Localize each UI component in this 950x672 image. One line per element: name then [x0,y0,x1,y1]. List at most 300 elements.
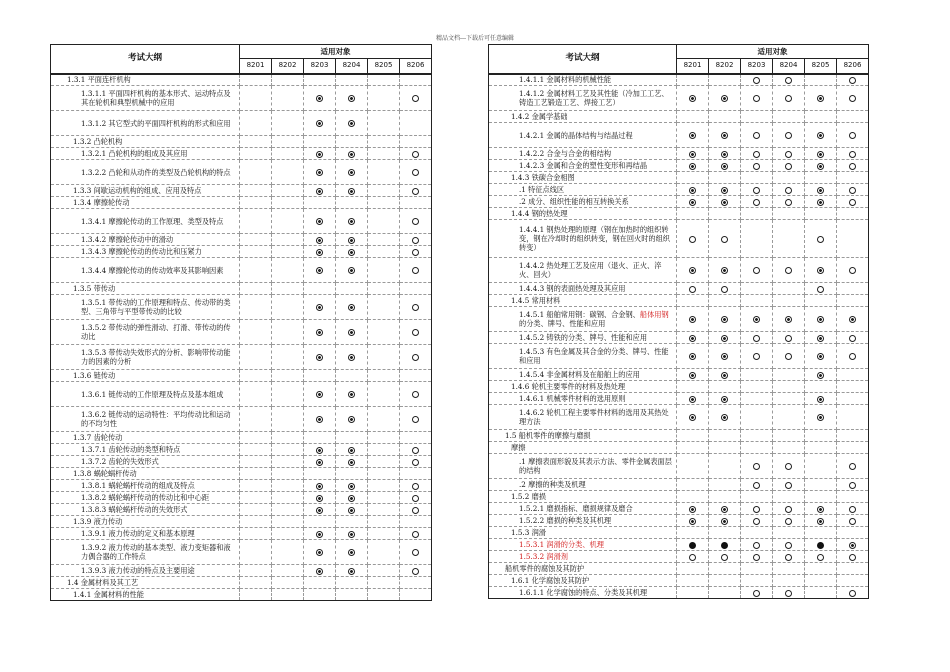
double-circle-mark [817,267,824,274]
applicability-cell-8201 [240,492,272,504]
applicability-cell-8202 [272,492,304,504]
applicability-cell-8203 [304,74,336,86]
outline-item: 1.3.5.1 带传动的工作原理和特点、传动带的类型、三角带与平型带传动的比较 [51,295,240,320]
applicability-cell-8206 [400,246,432,258]
applicability-cell-8206 [400,197,432,209]
table-row [489,527,869,539]
applicability-cell-8204 [773,283,805,295]
double-circle-mark [316,304,323,311]
applicability-cell-8205 [368,370,400,382]
table-row [489,587,869,599]
applicability-cell-8206 [837,369,869,381]
table-row [51,283,432,295]
applicability-cell-8206 [837,196,869,208]
circle-mark [849,482,856,489]
applicability-cell-8202 [272,246,304,258]
applicability-cell-8202 [272,456,304,468]
applicability-cell-8205 [368,456,400,468]
outline-item: .2 成分、组织性能的相互转换关系 [489,196,677,208]
outline-item: 1.4.5.3 有色金属及其合金的分类、牌号、性能和应用 [489,344,677,369]
applicability-cell-8204 [773,184,805,196]
applicability-cell-8206 [837,551,869,563]
outline-item: 1.3.2.2 凸轮和从动件的类型及凸轮机构的特点 [51,160,240,185]
circle-mark [785,187,792,194]
syllabus-table-left [50,44,432,601]
applicability-cell-8202 [709,208,741,220]
applicability-cell-8203 [741,454,773,479]
table-row [489,503,869,515]
applicability-cell-8203 [741,172,773,184]
circle-mark [412,391,419,398]
circle-mark [817,236,824,243]
applicability-cell-8201 [240,456,272,468]
applicability-cell-8204 [336,382,368,407]
applicability-cell-8202 [709,307,741,332]
applicability-cell-8202 [709,196,741,208]
table-row [489,539,869,551]
applicability-cell-8205 [368,565,400,577]
circle-mark [849,506,856,513]
applicability-cell-8202 [272,444,304,456]
applicability-cell-8203 [741,307,773,332]
circle-mark [785,542,792,549]
applicability-cell-8206 [400,345,432,370]
table-row [489,196,869,208]
applicability-cell-8205 [805,575,837,587]
table-row [51,492,432,504]
applicability-cell-8203 [304,492,336,504]
table-row [489,332,869,344]
double-circle-mark [721,267,728,274]
applicability-cell-8203 [304,516,336,528]
applicability-cell-8203 [741,381,773,393]
double-circle-mark [689,95,696,102]
circle-mark [412,237,419,244]
applicability-cell-8201 [240,504,272,516]
applicability-cell-8206 [837,74,869,86]
applicability-cell-8203 [304,185,336,197]
applicability-cell-8205 [805,307,837,332]
applicability-cell-8204 [773,196,805,208]
applicability-cell-8203 [741,551,773,563]
applicability-cell-8201 [240,185,272,197]
applicability-cell-8203 [304,382,336,407]
outline-item: 1.3.6.2 链传动的运动特性：平均传动比和运动的不均匀性 [51,407,240,432]
applicability-cell-8206 [400,160,432,185]
applicability-cell-8206 [400,504,432,516]
applicability-cell-8204 [336,74,368,86]
applicability-cell-8204 [336,234,368,246]
applicability-cell-8206 [400,577,432,589]
table-row [51,540,432,565]
table-row [489,344,869,369]
applicability-cell-8203 [304,246,336,258]
outline-item: 1.5.2 磨损 [489,491,677,503]
applicability-cell-8206 [400,209,432,234]
table-row [489,74,869,86]
applicability-cell-8204 [773,369,805,381]
table-row [51,148,432,160]
applicability-cell-8202 [709,258,741,283]
double-circle-mark [348,188,355,195]
applicability-cell-8206 [837,160,869,172]
applicability-cell-8206 [400,565,432,577]
applicability-cell-8205 [368,258,400,283]
double-circle-mark [721,372,728,379]
double-circle-mark [689,414,696,421]
table-row [489,208,869,220]
applicability-cell-8205 [805,172,837,184]
applicability-cell-8206 [400,407,432,432]
outline-item: 1.4.5 常用材料 [489,295,677,307]
table-row [51,370,432,382]
outline-item: 1.3.2 凸轮机构 [51,136,240,148]
circle-mark [412,447,419,454]
code-header: 8204 [336,59,368,74]
applicability-cell-8205 [805,369,837,381]
double-circle-mark [817,163,824,170]
applicability-cell-8202 [709,344,741,369]
double-circle-mark [817,518,824,525]
circle-mark [753,353,760,360]
applicability-cell-8201 [677,381,709,393]
applicability-cell-8201 [677,503,709,515]
applicability-cell-8204 [336,197,368,209]
applicability-cell-8203 [304,197,336,209]
table-row [489,479,869,491]
applicability-cell-8206 [837,491,869,503]
circle-mark [849,518,856,525]
double-circle-mark [316,531,323,538]
table-row [51,111,432,136]
applicability-cell-8201 [677,527,709,539]
applicability-cell-8205 [368,74,400,86]
applicability-cell-8202 [709,111,741,123]
applicability-cell-8205 [805,148,837,160]
circle-mark [753,267,760,274]
applicability-cell-8202 [272,74,304,86]
applicability-cell-8206 [837,123,869,148]
double-circle-mark [316,568,323,575]
table-row [51,516,432,528]
applicability-cell-8206 [400,370,432,382]
page-header-note: 精品文档---下载后可任意编辑 [435,35,515,42]
applicability-cell-8201 [240,74,272,86]
table-row [51,504,432,516]
applicability-cell-8205 [805,454,837,479]
applicability-cell-8205 [368,136,400,148]
table-row [489,563,869,575]
table-row [51,209,432,234]
circle-mark [785,132,792,139]
circle-mark [849,554,856,561]
table-row [51,432,432,444]
applicability-cell-8202 [709,551,741,563]
applicability-cell-8203 [304,234,336,246]
applicability-cell-8204 [336,480,368,492]
applicability-cell-8202 [709,184,741,196]
applicability-cell-8205 [368,492,400,504]
applicability-cell-8205 [368,345,400,370]
applicability-cell-8205 [805,527,837,539]
outline-item: 1.3.4.3 摩擦轮传动的传动比和压紧力 [51,246,240,258]
applicability-cell-8202 [709,160,741,172]
table-row [51,246,432,258]
double-circle-mark [348,568,355,575]
applicability-cell-8206 [837,184,869,196]
table-row [51,407,432,432]
outline-item: 1.3.5.2 带传动的弹性滑动、打滑、带传动的传动比 [51,320,240,345]
applicability-cell-8206 [400,468,432,480]
table-row [51,160,432,185]
table-row [51,74,432,86]
applicability-cell-8206 [400,540,432,565]
circle-mark [753,506,760,513]
circle-mark [785,95,792,102]
applicability-cell-8206 [837,307,869,332]
applicability-cell-8205 [805,344,837,369]
applicability-cell-8204 [336,540,368,565]
double-circle-mark [721,151,728,158]
double-circle-mark [817,414,824,421]
outline-item: 1.3.8.2 蜗轮蜗杆传动的传动比和中心距 [51,492,240,504]
applicability-cell-8203 [304,111,336,136]
applicability-cell-8204 [336,407,368,432]
applicability-cell-8202 [709,220,741,258]
double-circle-mark [316,188,323,195]
applicability-cell-8202 [272,589,304,601]
applicability-cell-8204 [773,454,805,479]
applicability-cell-8205 [368,540,400,565]
applicability-cell-8201 [240,565,272,577]
circle-mark [721,236,728,243]
applicability-cell-8205 [368,86,400,111]
applicability-cell-8205 [368,528,400,540]
applicability-cell-8201 [240,432,272,444]
outline-item: 1.4.4.2 热处理工艺及应用（退火、正火、淬火、回火） [489,258,677,283]
applicability-cell-8204 [336,577,368,589]
table-row [51,468,432,480]
double-circle-mark [689,132,696,139]
double-circle-mark [348,416,355,423]
code-header: 8202 [709,59,741,74]
applicability-cell-8204 [336,492,368,504]
applicability-cell-8204 [336,456,368,468]
applicability-cell-8206 [837,479,869,491]
applicability-cell-8206 [400,480,432,492]
outline-item: 1.3.8.3 蜗轮蜗杆传动的失效形式 [51,504,240,516]
applicability-cell-8206 [400,492,432,504]
circle-mark [689,286,696,293]
applicability-cell-8205 [368,468,400,480]
applicability-cell-8203 [741,123,773,148]
applicability-cell-8203 [304,345,336,370]
applicability-cell-8201 [677,307,709,332]
applicability-cell-8201 [240,528,272,540]
circle-mark [412,249,419,256]
applicability-cell-8203 [304,468,336,480]
applicability-cell-8201 [677,258,709,283]
outline-item: 1.6.1.1 化学腐蚀的特点、分类及其机理 [489,587,677,599]
applicability-cell-8204 [773,430,805,442]
table-row [51,295,432,320]
applicability-cell-8203 [304,589,336,601]
applicability-cell-8206 [837,563,869,575]
table-row [489,393,869,405]
applicability-cell-8202 [272,382,304,407]
double-circle-mark [348,304,355,311]
table-row [489,405,869,430]
table-row [51,456,432,468]
applicability-cell-8206 [837,393,869,405]
applicability-cell-8206 [400,136,432,148]
applicability-cell-8205 [805,563,837,575]
applicability-cell-8202 [272,516,304,528]
double-circle-mark [817,132,824,139]
table-row [489,160,869,172]
applicability-cell-8205 [805,539,837,551]
applicability-cell-8205 [805,74,837,86]
circle-mark [849,77,856,84]
outline-item: 1.5.2.1 磨损指标、磨损规律及磨合 [489,503,677,515]
filled-circle-mark [721,542,728,549]
applicability-cell-8201 [240,370,272,382]
table-row [489,86,869,111]
applicability-cell-8203 [741,442,773,454]
circle-mark [849,590,856,597]
applicability-cell-8202 [709,369,741,381]
applicability-cell-8206 [400,111,432,136]
applicability-cell-8202 [709,74,741,86]
applicability-cell-8201 [677,283,709,295]
outline-item: 1.4.6.1 机械零件材料的选用原则 [489,393,677,405]
applicability-cell-8206 [837,503,869,515]
outline-item: 1.3.2.1 凸轮机构的组成及其应用 [51,148,240,160]
applicability-cell-8204 [336,528,368,540]
applicability-cell-8201 [677,295,709,307]
double-circle-mark [316,447,323,454]
double-circle-mark [316,267,323,274]
table-row [489,430,869,442]
circle-mark [849,463,856,470]
double-circle-mark [316,459,323,466]
circle-mark [753,335,760,342]
double-circle-mark [316,507,323,514]
applicability-cell-8202 [272,320,304,345]
applicability-cell-8204 [773,587,805,599]
outline-item: 1.3.1.1 平面四杆机构的基本形式、运动特点及其在轮机和典型机械中的应用 [51,86,240,111]
applicability-cell-8201 [677,479,709,491]
applicability-cell-8202 [709,575,741,587]
double-circle-mark [753,316,760,323]
table-row [51,136,432,148]
double-circle-mark [689,372,696,379]
applicability-cell-8201 [677,220,709,258]
double-circle-mark [689,316,696,323]
table-row [51,577,432,589]
applicability-cell-8203 [304,148,336,160]
applicability-cell-8205 [805,491,837,503]
outline-item: 1.4 金属材料及其工艺 [51,577,240,589]
applicability-cell-8206 [837,515,869,527]
applicability-cell-8206 [400,444,432,456]
circle-mark [785,77,792,84]
double-circle-mark [817,199,824,206]
applicability-cell-8202 [709,491,741,503]
filled-circle-mark [817,542,824,549]
double-circle-mark [817,353,824,360]
applicability-cell-8205 [805,208,837,220]
applicability-cell-8206 [837,148,869,160]
applicability-cell-8203 [741,74,773,86]
code-header: 8205 [805,59,837,74]
applicability-cell-8203 [741,258,773,283]
applicability-cell-8205 [368,504,400,516]
circle-mark [412,531,419,538]
applicability-cell-8201 [677,491,709,503]
outline-item: 1.6.1 化学腐蚀及其防护 [489,575,677,587]
applicability-cell-8204 [336,295,368,320]
table-row [489,381,869,393]
double-circle-mark [689,506,696,513]
applicability-cell-8203 [304,160,336,185]
applicability-cell-8201 [240,86,272,111]
double-circle-mark [348,495,355,502]
applicability-cell-8205 [805,283,837,295]
applicability-cell-8205 [368,577,400,589]
double-circle-mark [316,416,323,423]
applicability-cell-8205 [368,407,400,432]
outline-item: 1.4.6 轮机主要零件的材料及热处理 [489,381,677,393]
applicability-cell-8201 [240,444,272,456]
code-header: 8204 [773,59,805,74]
applicability-cell-8202 [272,407,304,432]
applicability-cell-8203 [304,456,336,468]
applicability-cell-8202 [709,86,741,111]
table-row [51,444,432,456]
applicability-cell-8203 [741,208,773,220]
outline-item: 1.3.6.1 链传动的工作原理及特点及基本组成 [51,382,240,407]
applicability-cell-8203 [741,563,773,575]
applicability-cell-8204 [336,185,368,197]
double-circle-mark [721,95,728,102]
applicability-cell-8201 [677,563,709,575]
applicability-cell-8203 [304,136,336,148]
applicability-cell-8205 [368,148,400,160]
outline-item: 1.4.1.1 金属材料的机械性能 [489,74,677,86]
applicability-cell-8202 [272,577,304,589]
circle-mark [849,163,856,170]
applicability-cell-8206 [837,283,869,295]
circle-mark [412,459,419,466]
applicability-cell-8203 [304,370,336,382]
applicability-cell-8205 [368,283,400,295]
circle-mark [412,304,419,311]
circle-mark [785,554,792,561]
applicability-cell-8202 [272,258,304,283]
applicability-cell-8206 [400,516,432,528]
applicability-cell-8203 [741,430,773,442]
applicability-cell-8201 [677,369,709,381]
applicability-cell-8204 [336,148,368,160]
applicability-cell-8203 [741,160,773,172]
applicability-cell-8203 [304,407,336,432]
outline-item: 1.3.6 链传动 [51,370,240,382]
outline-item: 1.4.2.2 合金与合金的相结构 [489,148,677,160]
circle-mark [785,506,792,513]
applicability-cell-8205 [368,444,400,456]
applicability-cell-8205 [805,332,837,344]
